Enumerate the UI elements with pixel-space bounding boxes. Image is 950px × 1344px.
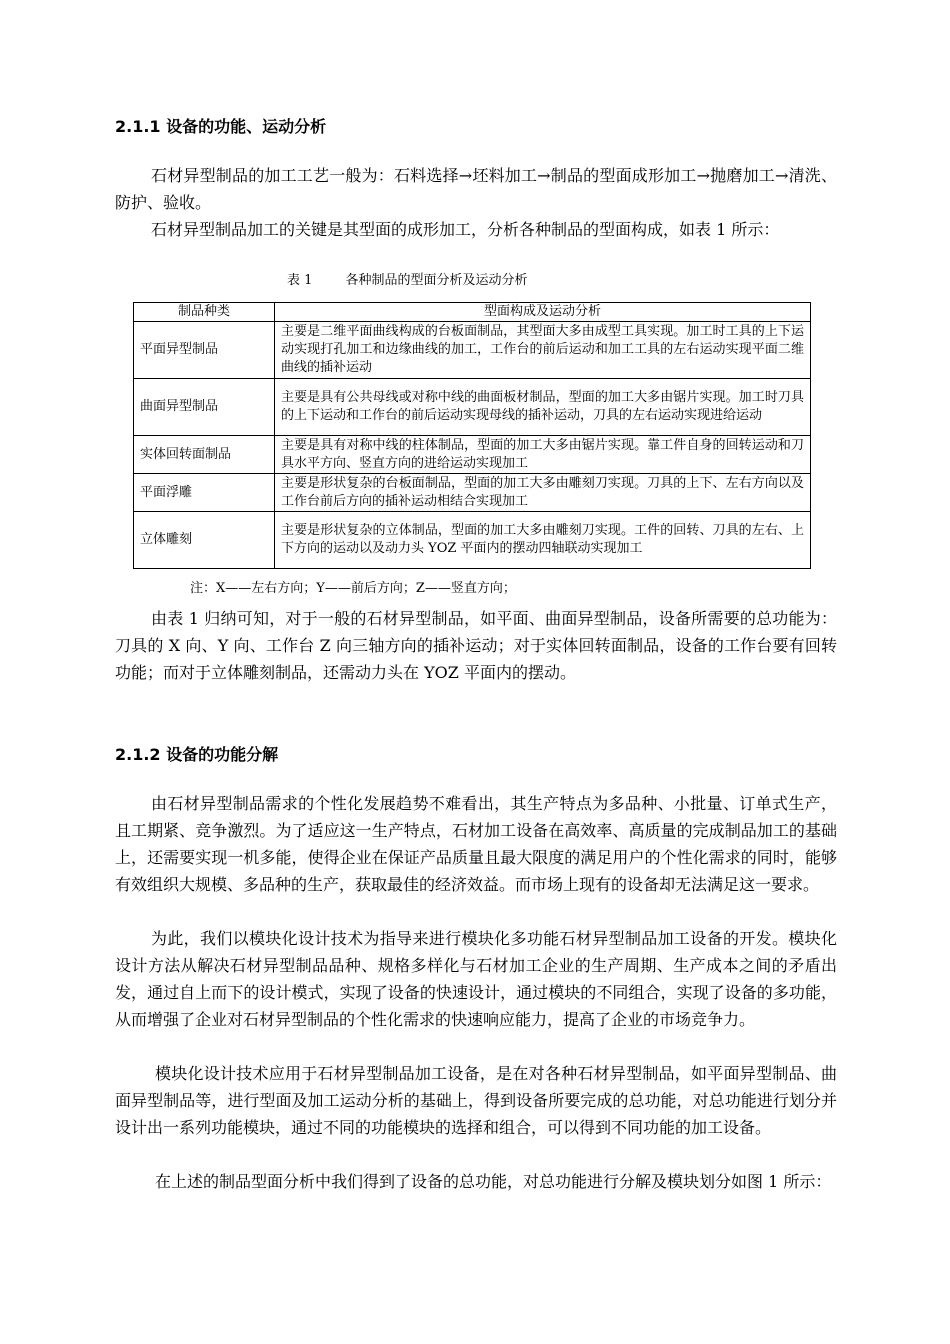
table-header-type: 制品种类 — [134, 303, 275, 322]
paragraph-modular-design: 为此，我们以模块化设计技术为指导来进行模块化多功能石材异型制品加工设备的开发。模块化设计方法从解决石材异型制品品种、规格多样化与石材加工企业的生产周期、生产成本之间的矛盾出发，通过自上而下的设计模式，实现了设备的快速设计，通过模块的不同组合，实现了设备的多功能，从而增强了企业对石材异型制品的个性化需求的快速响应能力，提高了企业的市场竞争力。 — [115, 929, 837, 1029]
section-heading-2-1-1: 2.1.1 设备的功能、运动分析 — [115, 117, 327, 136]
table-header-row — [134, 303, 811, 322]
table-cell-type: 平面浮雕 — [134, 474, 275, 512]
table-header-analysis: 型面构成及运动分析 — [275, 303, 811, 322]
paragraph-decomposition: 在上述的制品型面分析中我们得到了设备的总功能，对总功能进行分解及模块划分如图 1 所示： — [155, 1172, 832, 1191]
paragraph-key-forming: 石材异型制品加工的关键是其型面的成形加工，分析各种制品的型面构成，如表 1 所示： — [151, 220, 780, 239]
table-note: 注：X——左右方向；Y——前后方向；Z——竖直方向； — [190, 581, 516, 596]
table-product-analysis — [133, 302, 811, 569]
table-row — [134, 379, 811, 436]
table-cell-desc: 主要是形状复杂的立体制品，型面的加工大多由雕刻刀实现。工件的回转、刀具的左右、上下方向的运动以及动力头 YOZ 平面内的摆动四轴联动实现加工 — [275, 512, 811, 569]
table-cell-desc: 主要是二维平面曲线构成的台板面制品，其型面大多由成型工具实现。加工时工具的上下运动实现打孔加工和边缘曲线的加工，工作台的前后运动和加工工具的左右运动实现平面二维曲线的插补运动 — [275, 322, 811, 379]
table-row — [134, 474, 811, 512]
table-cell-desc: 主要是形状复杂的台板面制品，型面的加工大多由雕刻刀实现。刀具的上下、左右方向以及工作台前后方向的插补运动相结合实现加工 — [275, 474, 811, 512]
table-cell-type: 实体回转面制品 — [134, 436, 275, 474]
table-row — [134, 436, 811, 474]
table-row — [134, 512, 811, 569]
table-cell-desc: 主要是具有公共母线或对称中线的曲面板材制品，型面的加工大多由锯片实现。加工时刀具的上下运动和工作台的前后运动实现母线的插补运动，刀具的左右运动实现进给运动 — [275, 379, 811, 436]
paragraph-summary: 由表 1 归纳可知，对于一般的石材异型制品，如平面、曲面异型制品，设备所需要的总功能为：刀具的 X 向、Y 向、工作台 Z 向三轴方向的插补运动；对于实体回转面制品，设备的工作台要有回转功能；而对于立体雕刻制品，还需动力头在 YOZ 平面内的摆动。 — [115, 609, 837, 682]
paragraph-process: 石材异型制品的加工工艺一般为：石料选择→坯料加工→制品的型面成形加工→抛磨加工→清洗、防护、验收。 — [115, 166, 837, 212]
paragraph-trend: 由石材异型制品需求的个性化发展趋势不难看出，其生产特点为多品种、小批量、订单式生产，且工期紧、竞争激烈。为了适应这一生产特点，石材加工设备在高效率、高质量的完成制品加工的基础上，还需要实现一机多能，使得企业在保证产品质量且最大限度的满足用户的个性化需求的同时，能够有效组织大规模、多品种的生产，获取最佳的经济效益。而市场上现有的设备却无法满足这一要求。 — [115, 794, 837, 894]
section-heading-2-1-2: 2.1.2 设备的功能分解 — [115, 745, 279, 764]
table-cell-type: 立体雕刻 — [134, 512, 275, 569]
table-cell-type: 平面异型制品 — [134, 322, 275, 379]
table-cell-desc: 主要是具有对称中线的柱体制品，型面的加工大多由锯片实现。靠工件自身的回转运动和刀具水平方向、竖直方向的进给运动实现加工 — [275, 436, 811, 474]
table-caption: 表 1 各种制品的型面分析及运动分析 — [287, 273, 528, 288]
paragraph-application: 模块化设计技术应用于石材异型制品加工设备，是在对各种石材异型制品，如平面异型制品、曲面异型制品等，进行型面及加工运动分析的基础上，得到设备所要完成的总功能，对总功能进行划分并设计出一系列功能模块，通过不同的功能模块的选择和组合，可以得到不同功能的加工设备。 — [115, 1064, 837, 1137]
table-cell-type: 曲面异型制品 — [134, 379, 275, 436]
table-row — [134, 322, 811, 379]
